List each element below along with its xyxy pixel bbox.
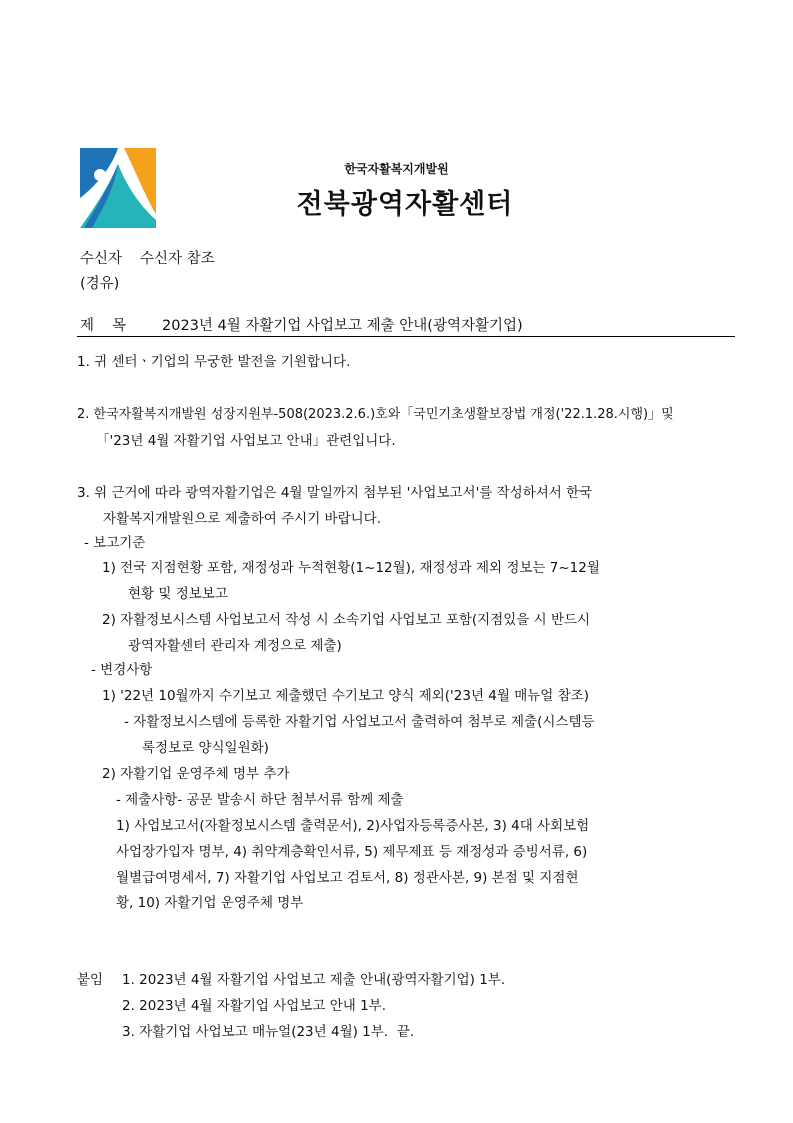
paragraph-3-line-1: 3. 위 근거에 따라 광역자활기업은 4월 말일까지 첨부된 '사업보고서'를 작성하셔서 한국 — [77, 485, 593, 501]
changes-heading: - 변경사항 — [91, 662, 153, 678]
subject-text: 2023년 4월 자활기업 사업보고 제출 안내(광역자활기업) — [162, 318, 523, 334]
attachments-label: 붙임 — [77, 972, 104, 988]
attachment-3-row — [122, 1020, 414, 1040]
submit-line-3: 월별급여명세서, 7) 자활기업 사업보고 검토서, 8) 정관사본, 9) 본점 및 지점현 — [116, 870, 579, 886]
submit-line-1: 1) 사업보고서(자활정보시스템 출력문서), 2)사업자등록증사본, 3) 4대 사회보험 — [116, 818, 590, 834]
change-1: 1) '22년 10월까지 수기보고 제출했던 수기보고 양식 제외('23년 4월 매뉴얼 참조) — [102, 688, 589, 704]
recipient-label: 수신자 — [80, 251, 123, 267]
paragraph-2-line-1: 2. 한국자활복지개발원 성장지원부-508(2023.2.6.)호와「국민기초생활보장법 개정('22.1.28.시행)」및 — [77, 407, 674, 422]
organization-subtitle: 한국자활복지개발원 — [344, 162, 449, 176]
attachment-3: 3. 자활기업 사업보고 매뉴얼(23년 4월) 1부. — [122, 1024, 389, 1040]
subject-label-2: 목 — [112, 318, 127, 334]
paragraph-2-line-2: 「'23년 4월 자활기업 사업보고 안내」관련입니다. — [96, 433, 396, 449]
change-2: 2) 자활기업 운영주체 명부 추가 — [102, 766, 290, 782]
paragraph-1: 1. 귀 센터ㆍ기업의 무궁한 발전을 기원합니다. — [77, 354, 351, 370]
subject-label-1: 제 — [80, 318, 95, 334]
attachment-1: 1. 2023년 4월 자활기업 사업보고 제출 안내(광역자활기업) 1부. — [122, 972, 506, 988]
submit-heading: - 제출사항- 공문 발송시 하단 첨부서류 함께 제출 — [116, 792, 404, 808]
paragraph-3-line-2: 자활복지개발원으로 제출하여 주시기 바랍니다. — [103, 511, 381, 527]
criteria-2-line-2: 광역자활센터 관리자 계정으로 제출) — [128, 638, 342, 654]
change-1-sub-line-1: - 자활정보시스템에 등록한 자활기업 사업보고서 출력하여 첨부로 제출(시스템등 — [124, 714, 595, 730]
submit-line-2: 사업장가입자 명부, 4) 취약계층확인서류, 5) 제무제표 등 재정성과 증빙서류, 6) — [116, 844, 588, 860]
recipient-via: (경유) — [80, 276, 120, 292]
recipient-row — [80, 247, 215, 268]
recipient-value: 수신자 참조 — [140, 251, 215, 267]
subject-row — [80, 314, 523, 335]
subject-divider — [77, 336, 735, 337]
attachment-2: 2. 2023년 4월 자활기업 사업보고 안내 1부. — [122, 998, 386, 1014]
change-1-sub-line-2: 록정보로 양식일원화) — [142, 740, 269, 756]
criteria-1-line-1: 1) 전국 지점현황 포함, 재정성과 누적현황(1~12월), 재정성과 제외 정보는 7~12월 — [102, 560, 600, 576]
criteria-heading: - 보고기준 — [84, 535, 146, 551]
end-mark: 끝. — [396, 1024, 415, 1040]
organization-title: 전북광역자활센터 — [296, 189, 514, 220]
criteria-1-line-2: 현황 및 정보보고 — [128, 586, 228, 602]
submit-line-4: 황, 10) 자활기업 운영주체 명부 — [116, 895, 304, 911]
criteria-2-line-1: 2) 자활정보시스템 사업보고서 작성 시 소속기업 사업보고 포함(지점있을 시 반드시 — [102, 612, 591, 628]
